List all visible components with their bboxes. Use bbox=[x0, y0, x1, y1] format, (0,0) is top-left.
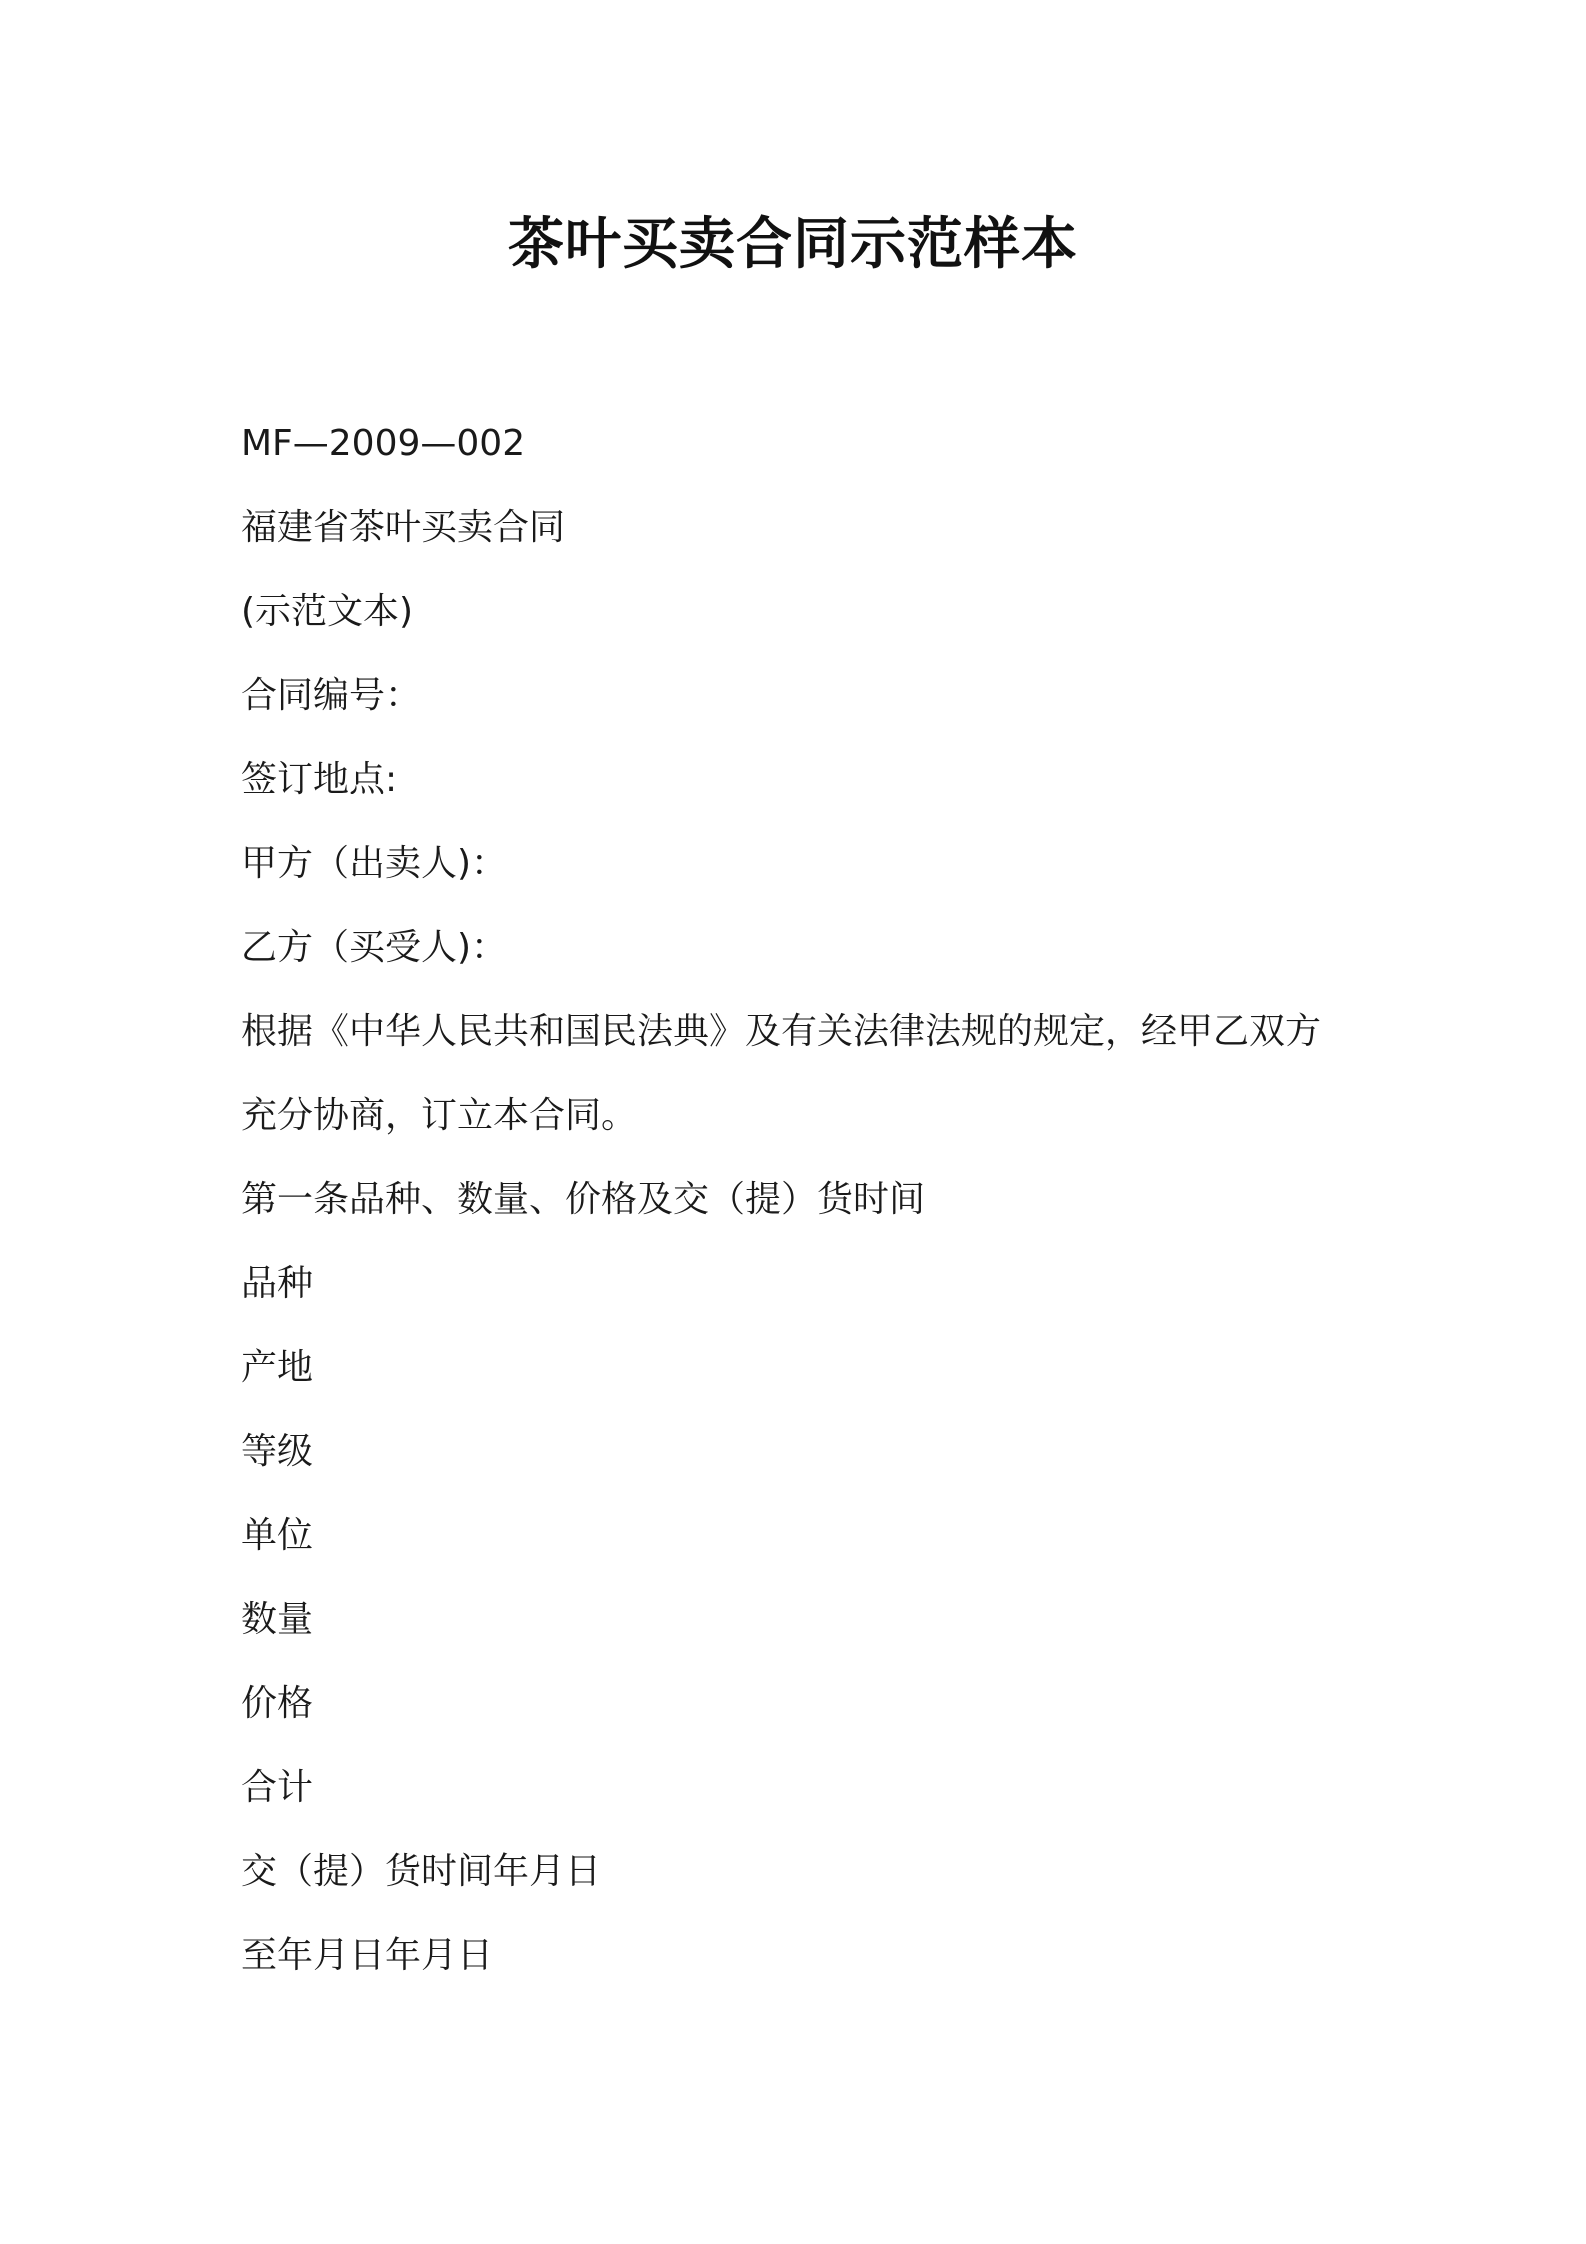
template-note: (示范文本) bbox=[241, 591, 414, 632]
field-origin: 产地 bbox=[241, 1347, 314, 1388]
field-unit: 单位 bbox=[241, 1515, 314, 1556]
article-1-heading: 第一条品种、数量、价格及交（提）货时间 bbox=[241, 1179, 926, 1220]
field-variety: 品种 bbox=[241, 1263, 314, 1304]
document-body bbox=[241, 402, 1361, 1998]
signing-place-label: 签订地点: bbox=[241, 759, 398, 800]
preamble-line-2: 充分协商，订立本合同。 bbox=[241, 1095, 638, 1136]
contract-name: 福建省茶叶买卖合同 bbox=[241, 507, 566, 548]
preamble-line-1: 根据《中华人民共和国民法典》及有关法律法规的规定，经甲乙双方 bbox=[241, 1011, 1322, 1052]
field-quantity: 数量 bbox=[241, 1599, 314, 1640]
contract-number-label: 合同编号： bbox=[241, 675, 422, 716]
field-price: 价格 bbox=[241, 1683, 314, 1724]
party-b-label: 乙方（买受人)： bbox=[241, 927, 508, 968]
delivery-time-start: 交（提）货时间年月日 bbox=[241, 1851, 602, 1892]
delivery-time-end: 至年月日年月日 bbox=[241, 1935, 494, 1976]
field-total: 合计 bbox=[241, 1767, 314, 1808]
party-a-label: 甲方（出卖人)： bbox=[241, 843, 508, 884]
field-grade: 等级 bbox=[241, 1431, 314, 1472]
contract-code: MF—2009—002 bbox=[241, 423, 526, 464]
document-title: 茶叶买卖合同示范样本 bbox=[508, 212, 1078, 277]
